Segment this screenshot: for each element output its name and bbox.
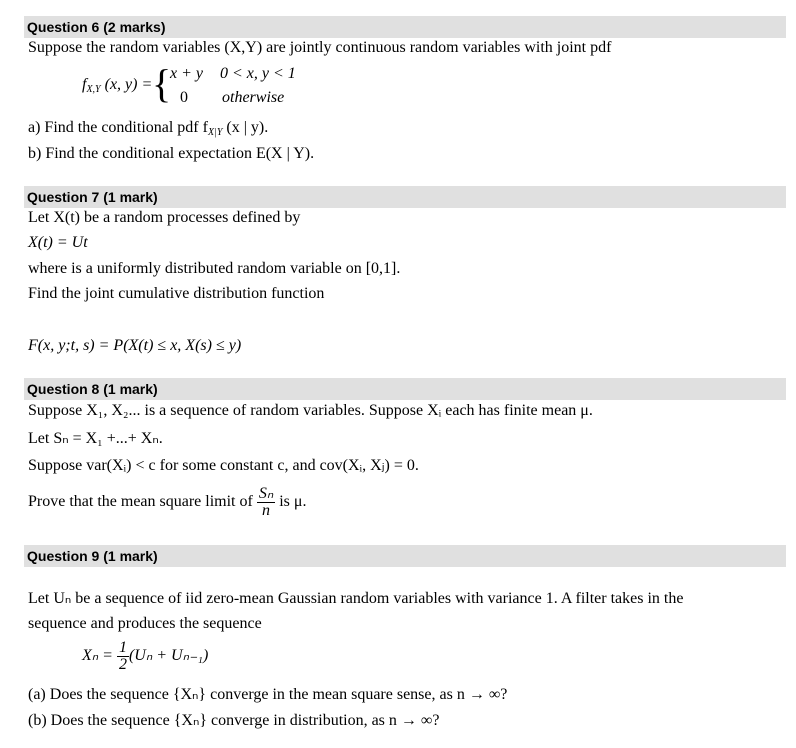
q8-line2: Let Sₙ = X₁ +...+ Xₙ. [28, 430, 163, 447]
q6-case2-cond: otherwise [222, 89, 285, 106]
q6-case1-cond: 0 < x, y < 1 [220, 65, 296, 82]
q8-line3: Suppose var(Xᵢ) < c for some constant c, and cov(Xᵢ, Xⱼ) = 0. [28, 457, 419, 474]
question-8-heading: Question 8 (1 mark) [24, 378, 786, 400]
q6-pdf-lhs: $f_{X,Y}$ (x, y) = [82, 76, 153, 95]
q8-line1: Suppose X₁, X₂... is a sequence of random variables. Suppose Xᵢ each has finite mean μ. [28, 402, 593, 419]
q6-part-a: a) Find the conditional pdf $f_{X|Y}$ (x | y). [28, 119, 269, 138]
q6-brace: { [152, 61, 172, 106]
question-7-heading: Question 7 (1 mark) [24, 186, 786, 208]
q7-line3: where is a uniformly distributed random variable on [0,1]. [28, 260, 401, 277]
q6-case1-expr: x + y [170, 65, 203, 82]
question-9-heading: Question 9 (1 mark) [24, 545, 786, 567]
q6-part-b: b) Find the conditional expectation E(X | Y). [28, 145, 315, 162]
q7-line1: Let X(t) be a random processes defined by [28, 209, 301, 226]
q8-line4: Prove that the mean square limit of $\frac{\text{Sₙ}}{n}$ is μ. [28, 484, 307, 519]
q7-formula: F(x, y;t, s) = P(X(t) ≤ x, X(s) ≤ y) [28, 337, 242, 354]
q6-intro: Suppose the random variables (X,Y) are jointly continuous random variables with joint pdf [28, 39, 612, 56]
question-6-heading: Question 6 (2 marks) [24, 16, 786, 38]
q9-part-a: (a) Does the sequence {Xₙ} converge in the mean square sense, as n → ∞? [28, 686, 508, 703]
q9-line1: Let Uₙ be a sequence of iid zero-mean Gaussian random variables with variance 1. A filter takes in the [28, 590, 684, 607]
q7-line4: Find the joint cumulative distribution function [28, 285, 325, 302]
q9-part-b: (b) Does the sequence {Xₙ} converge in distribution, as n → ∞? [28, 712, 440, 729]
q6-case2-expr: 0 [180, 89, 188, 106]
q9-fraction: $\frac{1}{2}$ [118, 638, 127, 673]
q6-pdf-definition [82, 62, 342, 112]
q9-equation: Xₙ = $\frac{1}{2}$ (Uₙ + Uₙ₋₁) [82, 638, 209, 673]
q9-line2: sequence and produces the sequence [28, 615, 262, 632]
q8-fraction: $\frac{\text{Sₙ}}{n}$ [258, 484, 274, 519]
q7-line2: X(t) = Ut [28, 234, 88, 251]
